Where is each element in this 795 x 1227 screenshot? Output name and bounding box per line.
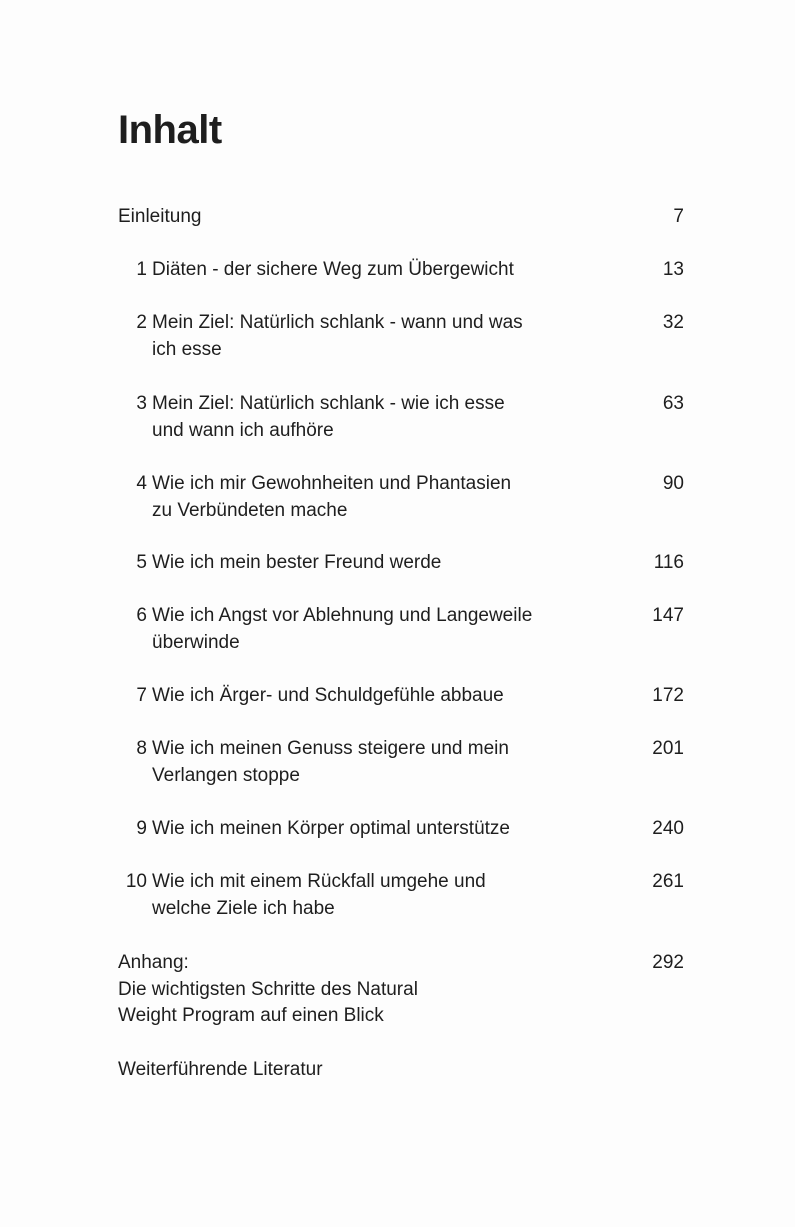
entry-title-line: Weight Program auf einen Blick bbox=[118, 1005, 384, 1026]
entry-page: 90 bbox=[662, 473, 684, 494]
entry-page: 172 bbox=[652, 685, 684, 706]
entry-page: 147 bbox=[652, 605, 684, 626]
toc-entry-chapter bbox=[118, 471, 688, 524]
entry-title-line: Die wichtigsten Schritte des Natural bbox=[118, 978, 418, 1000]
toc-entry-chapter bbox=[118, 257, 688, 284]
toc-entry-appendix bbox=[118, 950, 688, 1030]
toc-entry-chapter bbox=[118, 816, 688, 843]
entry-page: 116 bbox=[653, 552, 684, 573]
entry-page: 201 bbox=[652, 738, 684, 759]
toc-entry-chapter bbox=[118, 391, 688, 444]
entry-title-line: Mein Ziel: Natürlich schlank - wie ich esse bbox=[152, 393, 505, 414]
toc-entry-chapter bbox=[118, 550, 688, 577]
chapter-number: 2 bbox=[136, 312, 147, 333]
entry-title-line: Wie ich mit einem Rückfall umgehe und bbox=[152, 871, 486, 892]
chapter-number: 6 bbox=[136, 605, 147, 626]
entry-title-line: Wie ich mir Gewohnheiten und Phantasien bbox=[152, 473, 512, 494]
entry-page: 63 bbox=[662, 393, 684, 414]
toc-entry-chapter bbox=[118, 310, 688, 363]
entry-title-line: Wie ich meinen Genuss steigere und mein bbox=[152, 738, 509, 759]
chapter-number: 3 bbox=[136, 393, 147, 414]
chapter-number: 8 bbox=[136, 738, 147, 759]
page-title: Inhalt bbox=[118, 108, 222, 152]
chapter-number: 7 bbox=[136, 685, 147, 706]
entry-title-line: zu Verbündeten mache bbox=[152, 499, 348, 521]
entry-page: 32 bbox=[662, 312, 684, 333]
entry-title-line: Wie ich meinen Körper optimal unterstütze bbox=[152, 818, 510, 839]
entry-title-line: welche Ziele ich habe bbox=[152, 897, 335, 919]
entry-page: 7 bbox=[673, 206, 684, 227]
chapter-number: 10 bbox=[125, 871, 147, 892]
chapter-number: 5 bbox=[136, 552, 147, 573]
entry-title-line: und wann ich aufhöre bbox=[152, 419, 334, 441]
entry-title-line: Wie ich Ärger- und Schuldgefühle abbaue bbox=[152, 685, 504, 706]
entry-title: Einleitung bbox=[118, 206, 202, 227]
toc-entry-intro bbox=[118, 204, 688, 231]
toc-entry-chapter bbox=[118, 869, 688, 922]
chapter-number: 4 bbox=[136, 473, 147, 494]
toc-entry-chapter bbox=[118, 683, 688, 710]
chapter-number: 1 bbox=[136, 259, 147, 280]
toc-entry-chapter bbox=[118, 603, 688, 656]
entry-title-line: Diäten - der sichere Weg zum Übergewicht bbox=[152, 259, 514, 280]
toc-entry-chapter bbox=[118, 736, 688, 789]
toc-entry-literature bbox=[118, 1057, 688, 1084]
entry-title-line: überwinde bbox=[152, 631, 240, 653]
entry-page: 292 bbox=[652, 952, 684, 973]
entry-title-line: Wie ich Angst vor Ablehnung und Langeweile bbox=[152, 605, 533, 626]
entry-page: 13 bbox=[662, 259, 684, 280]
entry-page: 261 bbox=[652, 871, 684, 892]
entry-title-line: Anhang: bbox=[118, 952, 189, 973]
entry-page: 240 bbox=[652, 818, 684, 839]
entry-title-line: Verlangen stoppe bbox=[152, 764, 300, 786]
chapter-number: 9 bbox=[136, 818, 147, 839]
entry-title: Weiterführende Literatur bbox=[118, 1059, 323, 1080]
entry-title-line: Wie ich mein bester Freund werde bbox=[152, 552, 442, 573]
entry-title-line: ich esse bbox=[152, 338, 222, 360]
entry-title-line: Mein Ziel: Natürlich schlank - wann und was bbox=[152, 312, 523, 333]
